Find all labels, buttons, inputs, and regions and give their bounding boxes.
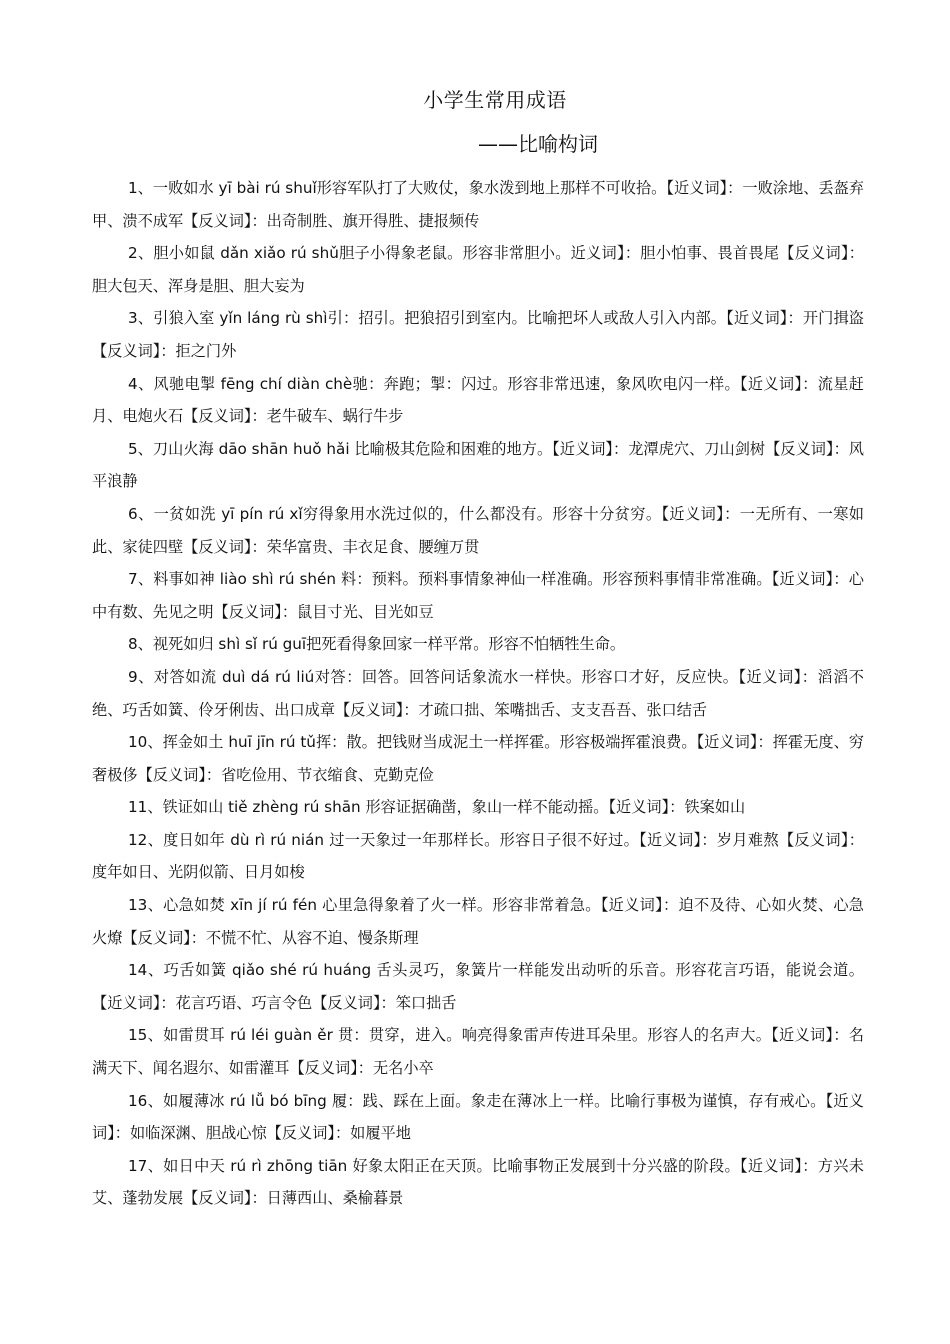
idiom-entry: 16、如履薄冰 rú lǚ bó bīng 履：践、踩在上面。象走在薄冰上一样。比喻行事极为谨慎，存有戒心。【近义词】：如临深渊、胆战心惊【反义词】：如履平地 xyxy=(92,1091,864,1143)
idiom-entry: 9、对答如流 duì dá rú liú对答：回答。回答问话象流水一样快。形容口才好，反应快。【近义词】：滔滔不绝、巧舌如簧、伶牙俐齿、出口成章【反义词】：才疏口拙、笨嘴拙舌、支支吾吾、张口结舌 xyxy=(92,667,864,719)
document-subtitle: ——比喻构词 xyxy=(478,132,598,156)
idiom-entry: 8、视死如归 shì sǐ rú guī把死看得象回家一样平常。形容不怕牺牲生命。 xyxy=(128,635,626,654)
document-title: 小学生常用成语 xyxy=(423,88,567,112)
idiom-entry: 2、胆小如鼠 dǎn xiǎo rú shǔ胆子小得象老鼠。形容非常胆小。近义词】：胆小怕事、畏首畏尾【反义词】：胆大包天、浑身是胆、胆大妄为 xyxy=(92,244,864,295)
idiom-entry: 6、一贫如洗 yī pín rú xǐ穷得象用水洗过似的，什么都没有。形容十分贫穷。【近义词】：一无所有、一寒如此、家徒四壁【反义词】：荣华富贵、丰衣足食、腰缠万贯 xyxy=(92,504,864,556)
idiom-entry: 17、如日中天 rú rì zhōng tiān 好象太阳正在天顶。比喻事物正发展到十分兴盛的阶段。【近义词】：方兴未艾、蓬勃发展【反义词】：日薄西山、桑榆暮景 xyxy=(92,1156,864,1208)
idiom-entry: 12、度日如年 dù rì rú nián 过一天象过一年那样长。形容日子很不好过。【近义词】：岁月难熬【反义词】：度年如日、光阴似箭、日月如梭 xyxy=(92,830,864,882)
idiom-entry: 15、如雷贯耳 rú léi guàn ěr 贯：贯穿，进入。响亮得象雷声传进耳朵里。形容人的名声大。【近义词】：名满天下、闻名遐尔、如雷灌耳【反义词】：无名小卒 xyxy=(92,1026,864,1078)
idiom-list xyxy=(92,172,864,1215)
idiom-entry: 7、料事如神 liào shì rú shén 料：预料。预料事情象神仙一样准确。形容预料事情非常准确。【近义词】：心中有数、先见之明【反义词】：鼠目寸光、目光如豆 xyxy=(92,570,864,621)
idiom-entry: 14、巧舌如簧 qiǎo shé rú huáng 舌头灵巧，象簧片一样能发出动听的乐音。形容花言巧语，能说会道。【近义词】：花言巧语、巧言令色【反义词】：笨口拙舌 xyxy=(92,961,864,1012)
idiom-entry: 1、一败如水 yī bài rú shuǐ形容军队打了大败仗，象水泼到地上那样不可收拾。【近义词】：一败涂地、丢盔弃甲、溃不成军【反义词】：出奇制胜、旗开得胜、捷报频传 xyxy=(92,179,864,230)
idiom-entry: 5、刀山火海 dāo shān huǒ hǎi 比喻极其危险和困难的地方。【近义词】：龙潭虎穴、刀山剑树【反义词】：风平浪静 xyxy=(92,439,864,491)
idiom-entry: 3、引狼入室 yǐn láng rù shì引：招引。把狼招引到室内。比喻把坏人或敌人引入内部。【近义词】：开门揖盗【反义词】：拒之门外 xyxy=(92,309,864,360)
idiom-entry: 4、风驰电掣 fēng chí diàn chè驰：奔跑；掣：闪过。形容非常迅速，象风吹电闪一样。【近义词】：流星赶月、电炮火石【反义词】：老牛破车、蜗行牛步 xyxy=(92,374,864,426)
idiom-entry: 10、挥金如土 huī jīn rú tǔ挥：散。把钱财当成泥土一样挥霍。形容极端挥霍浪费。【近义词】：挥霍无度、穷奢极侈【反义词】：省吃俭用、节衣缩食、克勤克俭 xyxy=(92,733,864,784)
idiom-entry: 11、铁证如山 tiě zhèng rú shān 形容证据确凿，象山一样不能动摇。【近义词】：铁案如山 xyxy=(128,798,746,817)
idiom-entry: 13、心急如焚 xīn jí rú fén 心里急得象着了火一样。形容非常着急。【近义词】：迫不及待、心如火焚、心急火燎【反义词】：不慌不忙、从容不迫、慢条斯理 xyxy=(92,896,864,947)
